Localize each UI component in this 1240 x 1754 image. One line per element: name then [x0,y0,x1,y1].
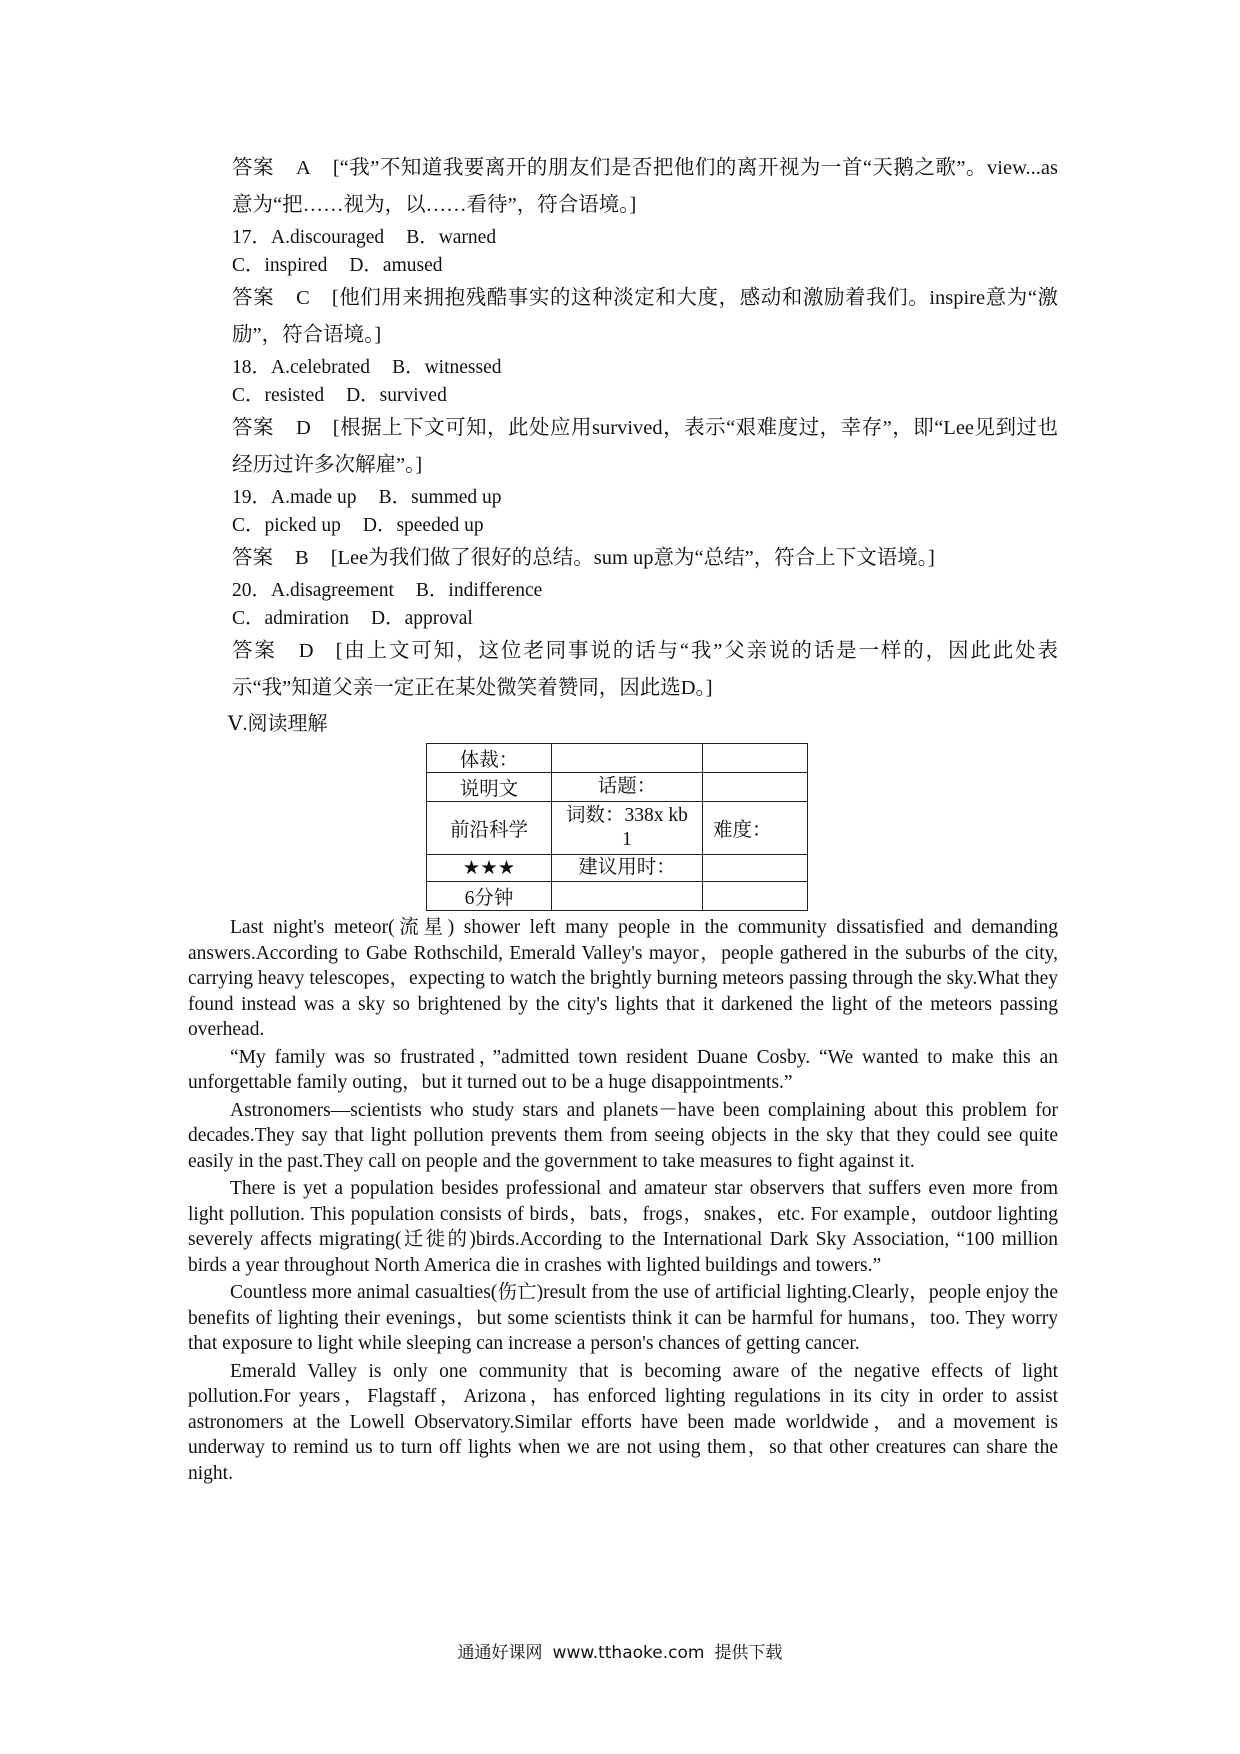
topic-label: 话题： [552,773,703,802]
passage-paragraph-2: “My family was so frustrated，”admitted town resident Duane Cosby. “We wanted to make this an unforgettable family outing，but it turned out to be a huge disappointments.” [188,1046,1058,1093]
option-d: D．survived [346,385,447,406]
option-d: D．speeded up [362,515,484,536]
answer-key: D [298,640,314,662]
question-18-options-cd [188,382,1058,410]
answer-19 [188,540,1058,577]
question-18-options-ab [188,354,1058,382]
passage-paragraph-4: There is yet a population besides professional and amateur star observers that suffers even more from light pollution. This population consists of birds，bats，frogs，snakes，etc. For example，outdoor lighting severely affects migrating(迁徙的)birds.According to the International Dark Sky Association, “100 million birds a year throughout North America die in crashes with lighted buildings and towers.” [188,1178,1058,1276]
answer-explanation: [根据上下文可知，此处应用survived，表示“艰难度过，幸存”，即“Lee见到过也经历过许多次解雇”。] [232,417,1058,476]
answer-key: D [295,417,311,439]
suggested-time-value: 6分钟 [427,882,552,911]
question-17-options-ab [188,224,1058,252]
answer-explanation: [由上文可知，这位老同事说的话与“我”父亲说的话是一样的，因此此处表示“我”知道父亲一定正在某处微笑着赞同，因此选D。] [232,640,1059,699]
option-b: B．indifference [415,580,543,601]
answer-label: 答案 [232,157,274,179]
answer-label: 答案 [232,640,277,662]
passage-info-table [426,743,808,911]
answer-20 [188,633,1058,707]
page-footer [0,1638,1240,1663]
option-a: 18．A.celebrated [232,357,371,378]
option-b: B．witnessed [392,357,502,378]
passage-paragraph-5: Countless more animal casualties(伤亡)result from the use of artificial lighting.Clearly，people enjoy the benefits of lighting their evenings，but some scientists think it can be harmful for humans，too. They worry that exposure to light while sleeping can increase a person's chances of getting cancer. [188,1282,1058,1354]
answer-18 [188,410,1058,484]
question-20-options-cd [188,605,1058,633]
option-c: C．resisted [232,385,325,406]
answer-label: 答案 [232,287,275,309]
table-cell [703,773,808,802]
answer-key: B [295,547,309,569]
section-title: Ⅴ.阅读理解 [228,713,328,735]
difficulty-stars: ★★★ [427,855,552,882]
option-c: C．admiration [232,608,349,629]
option-d: D．approval [370,608,473,629]
table-cell [552,882,703,911]
question-20-options-ab [188,577,1058,605]
option-a: 20．A.disagreement [232,580,394,601]
question-19-options-cd [188,512,1058,540]
genre-label: 体裁： [427,744,552,773]
passage-paragraph-3: Astronomers—scientists who study stars and planets－have been complaining about this problem for decades.They say that light pollution prevents them from seeing objects in the sky that they could see quite easily in the past.They call on people and the government to take measures to fight against it. [188,1099,1058,1172]
passage-paragraph-1: Last night's meteor(流星) shower left many people in the community dissatisfied and demanding answers.According to Gabe Rothschild, Emerald Valley's mayor，people gathered in the suburbs of the city, carrying heavy telescopes，expecting to watch the brightly burning meteors passing through the sky.What they found instead was a sky so brightened by the city's lights that it darkened the light of the meteors passing overhead. [188,917,1058,1040]
answer-explanation: [Lee为我们做了很好的总结。sum up意为“总结”，符合上下文语境。] [330,547,935,569]
table-cell [703,855,808,882]
table-cell [703,744,808,773]
answer-label: 答案 [232,417,274,439]
question-19-options-ab [188,484,1058,512]
answer-17 [188,280,1058,354]
footer-site-name: 通通好课网 [457,1643,543,1663]
option-a: 19．A.made up [232,487,357,508]
answer-explanation: [他们用来拥抱残酷事实的这种淡定和大度，感动和激励着我们。inspire意为“激励”，符合语境。] [232,287,1059,346]
footer-url[interactable]: www.tthaoke.com [552,1643,705,1663]
option-b: B．summed up [378,487,502,508]
answer-label: 答案 [232,547,273,569]
option-c: C．picked up [232,515,341,536]
option-a: 17．A.discouraged [232,227,385,248]
passage-paragraph-6: Emerald Valley is only one community that is becoming aware of the negative effects of light pollution.For years，Flagstaff，Arizona，has enforced lighting regulations in its city in order to assist astronomers at the Lowell Observatory.Similar efforts have been made worldwide，and a movement is underway to remind us to turn off lights when we are not using them，so that other creatures can share the night. [188,1360,1058,1484]
question-17-options-cd [188,252,1058,280]
answer-16 [188,150,1058,224]
footer-note: 提供下载 [714,1643,783,1663]
answer-key: C [296,287,310,309]
word-count: 词数：338x kb 1 [552,802,703,855]
option-d: D．amused [349,255,443,276]
document-page [188,150,1058,1486]
topic-value: 前沿科学 [427,802,552,855]
option-c: C．inspired [232,255,328,276]
suggested-time-label: 建议用时： [552,855,703,882]
table-cell [552,744,703,773]
answer-explanation: [“我”不知道我要离开的朋友们是否把他们的离开视为一首“天鹅之歌”。view...as意为“把……视为，以……看待”，符合语境。] [232,157,1058,216]
answer-key: A [296,157,311,179]
table-cell [703,882,808,911]
difficulty-label: 难度： [703,802,808,855]
option-b: B．warned [406,227,497,248]
genre-value: 说明文 [427,773,552,802]
